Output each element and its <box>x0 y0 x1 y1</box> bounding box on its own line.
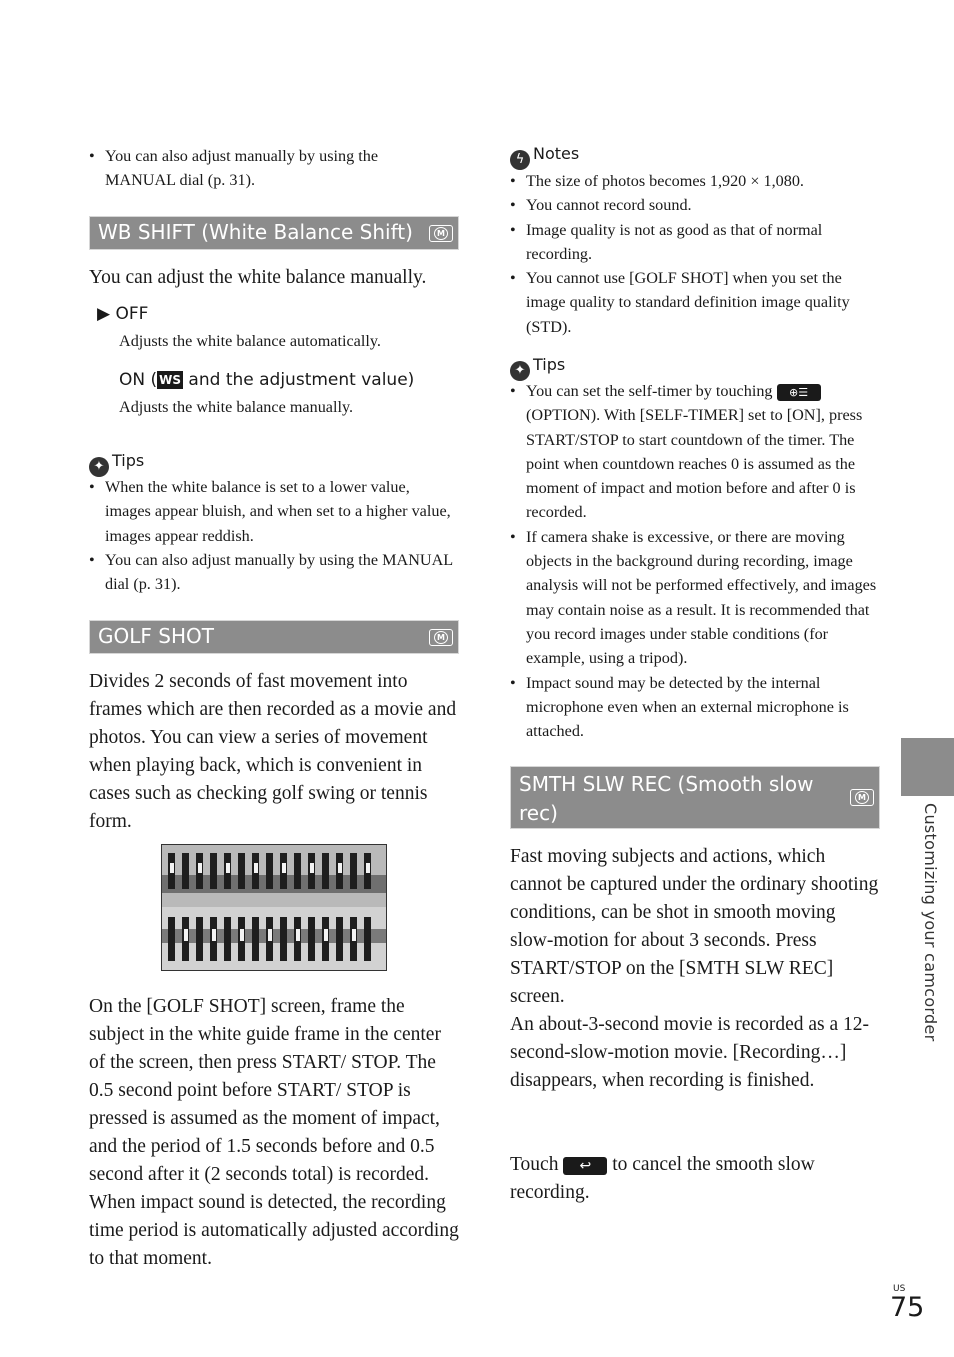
golf-swing-sequence-image <box>161 844 387 971</box>
tips-heading <box>89 451 144 477</box>
list-item: • If camera shake is excessive, or there are moving objects in the background during recording, image analysis will not be performed effectively, and images may contain noise as a result. It is recommended that you record images under stable conditions (for example, using a tripod). <box>510 525 882 671</box>
option-label-suffix: and the adjustment value) <box>183 370 415 390</box>
cancel-text-cont: to cancel the smooth slow recording. <box>510 1154 815 1203</box>
smth-recording-info: An about-3-second movie is recorded as a 12-second-slow-motion movie. [Recording…] disappears, when recording is finished. <box>510 1014 870 1091</box>
movie-mode-icon: M <box>850 789 874 806</box>
option-on-desc: Adjusts the white balance manually. <box>119 398 354 416</box>
section-title: WB SHIFT (White Balance Shift) <box>98 220 413 244</box>
chapter-label: Customizing your camcorder <box>921 803 940 1042</box>
smth-description: Fast moving subjects and actions, which cannot be captured under the ordinary shooting conditions, can be shot in smooth moving slow-motion for about 3 seconds. Press START/STOP on the [SMTH SLW REC] screen. <box>510 846 879 1007</box>
notes-title: Notes <box>533 144 580 163</box>
section-header-wb-shift <box>89 216 459 250</box>
option-label: OFF <box>115 304 149 324</box>
right-tips-list <box>510 379 882 743</box>
list-item: • You cannot record sound. <box>510 193 880 217</box>
section-title: GOLF SHOT <box>98 624 214 648</box>
option-off-desc: Adjusts the white balance automatically. <box>119 332 381 350</box>
wb-tips-list <box>89 475 454 596</box>
list-item: • You cannot use [GOLF SHOT] when you set the image quality to standard definition image quality (STD). <box>510 266 880 339</box>
tip-text-cont: (OPTION). With [SELF-TIMER] set to [ON], press START/STOP to start countdown of the timer. The point when countdown reaches 0 is assumed as the moment of impact and motion before and after 0 is recorded. <box>526 406 863 522</box>
tips-title: Tips <box>112 451 145 470</box>
option-on <box>119 370 414 390</box>
list-item <box>510 379 882 525</box>
notes-icon: ϟ <box>510 150 530 170</box>
list-item: • Impact sound may be detected by the internal microphone even when an external microphone is attached. <box>510 671 882 744</box>
default-marker-icon: ▶ <box>97 304 111 324</box>
cancel-text: Touch <box>510 1154 564 1175</box>
golf-shot-description: Divides 2 seconds of fast movement into frames which are then recorded as a movie and photos. You can view a series of movement when playing back, which is convenient in cases such as checking golf swing or tennis form. <box>89 671 457 832</box>
option-button-icon: ⊕☰ <box>777 384 821 401</box>
lightbulb-icon: ✦ <box>89 457 109 477</box>
section-header-golf-shot <box>89 620 459 654</box>
section-header-smth-slw-rec <box>510 766 880 829</box>
page-number: 75 <box>890 1292 925 1323</box>
section-title: SMTH SLW REC (Smooth slow rec) <box>519 772 814 825</box>
list-item: • You can also adjust manually by using the MANUAL dial (p. 31). <box>89 144 419 193</box>
golf-swing-sequence-illustration <box>162 845 386 970</box>
wb-shift-intro: You can adjust the white balance manually. <box>89 267 427 288</box>
notes-heading <box>510 144 579 170</box>
intro-bullet-list <box>89 144 419 193</box>
ws-icon: WS <box>159 373 182 387</box>
smth-cancel-info <box>510 1151 880 1207</box>
tips-title: Tips <box>533 355 566 374</box>
tips-heading-right <box>510 355 565 381</box>
list-item: • Image quality is not as good as that of normal recording. <box>510 218 880 267</box>
list-item: • You can also adjust manually by using the MANUAL dial (p. 31). <box>89 548 454 597</box>
movie-mode-icon: M <box>429 629 453 646</box>
region-code: US <box>893 1284 906 1294</box>
list-item: • When the white balance is set to a lower value, images appear bluish, and when set to a higher value, images appear reddish. <box>89 475 454 548</box>
notes-list <box>510 169 880 339</box>
chapter-tab <box>901 738 954 796</box>
movie-mode-icon: M <box>429 225 453 242</box>
list-item: • The size of photos becomes 1,920 × 1,080. <box>510 169 880 193</box>
option-label: ON ( <box>119 370 158 390</box>
golf-shot-instructions: On the [GOLF SHOT] screen, frame the subject in the white guide frame in the center of the screen, then press START/ STOP. The 0.5 second point before START/ STOP is pressed is assumed as the moment of impact, and the period of 1.5 seconds before and 0.5 second after it (2 seconds total) is recorded. When impact sound is detected, the recording time period is automatically adjusted according to that moment. <box>89 996 459 1269</box>
option-off <box>97 304 148 324</box>
tip-text: You can set the self-timer by touching <box>526 382 777 400</box>
return-button-icon: ↩ <box>563 1157 607 1175</box>
lightbulb-icon: ✦ <box>510 361 530 381</box>
